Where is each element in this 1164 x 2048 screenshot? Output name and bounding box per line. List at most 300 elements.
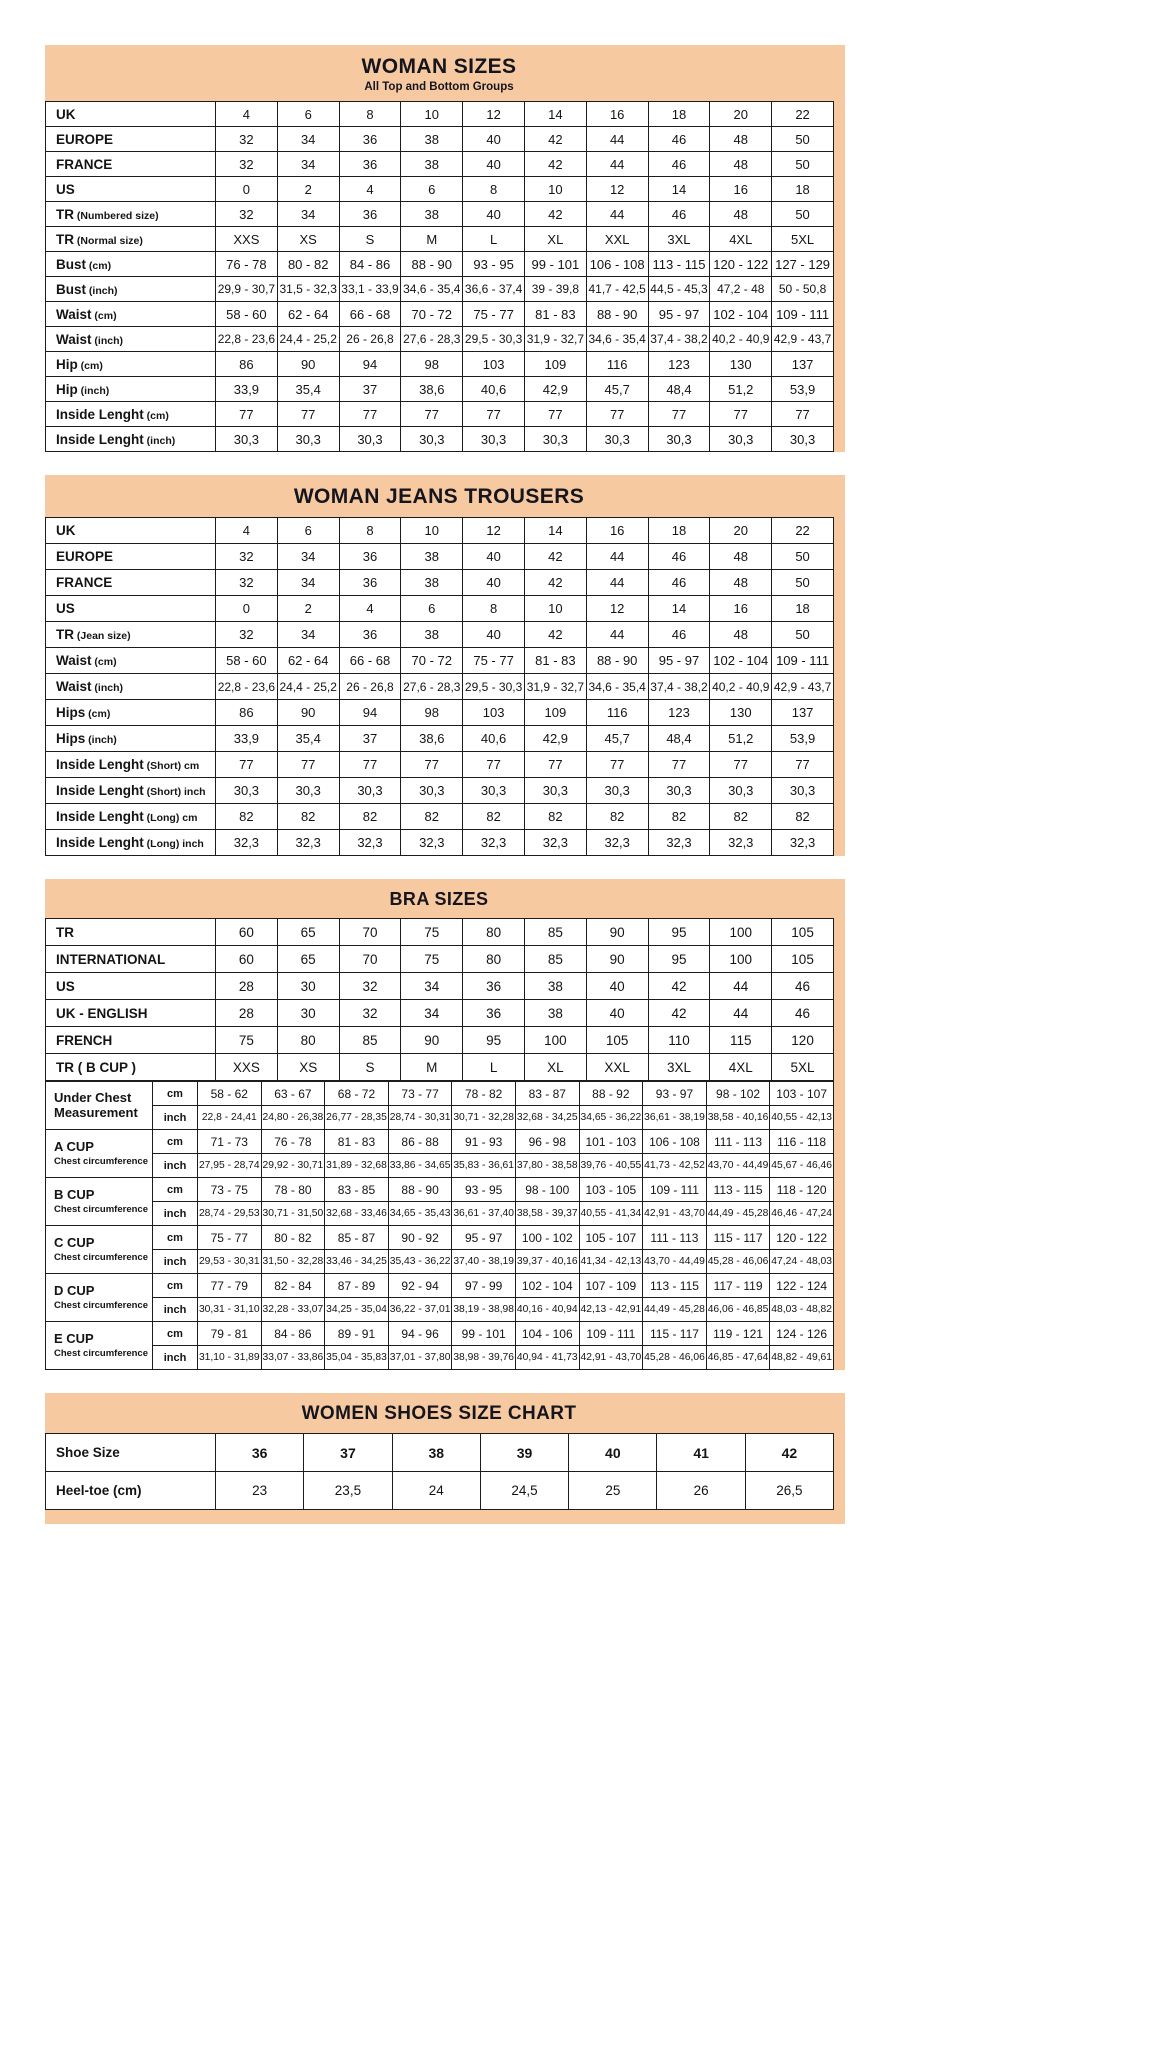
row-label: [46, 1027, 216, 1054]
value-cell: 22,8 - 23,6: [216, 674, 278, 700]
row-label-text: FRANCE: [56, 575, 113, 590]
row-label-text: Bust: [56, 281, 86, 297]
table-row: [46, 518, 834, 544]
unit-label: inch: [153, 1154, 198, 1178]
value-cell: 109: [524, 700, 586, 726]
value-cell: 30,3: [216, 427, 278, 452]
value-cell: 78 - 80: [261, 1178, 325, 1202]
value-cell: 95: [463, 1027, 525, 1054]
row-label-detail: (cm): [86, 259, 112, 272]
value-cell: 32,3: [401, 830, 463, 856]
value-cell: 12: [463, 102, 525, 127]
value-cell: L: [463, 1054, 525, 1081]
value-cell: 86: [216, 700, 278, 726]
value-cell: 86: [216, 352, 278, 377]
value-cell: 116: [586, 700, 648, 726]
value-cell: 38: [401, 622, 463, 648]
value-cell: 116: [586, 352, 648, 377]
value-cell: 37,4 - 38,2: [648, 674, 710, 700]
value-cell: 65: [277, 919, 339, 946]
value-cell: 84 - 86: [261, 1322, 325, 1346]
value-cell: 44: [586, 152, 648, 177]
unit-label: cm: [153, 1226, 198, 1250]
row-label-text: FRENCH: [56, 1032, 113, 1048]
value-cell: 76 - 78: [216, 252, 278, 277]
value-cell: 45,7: [586, 377, 648, 402]
value-cell: 116 - 118: [770, 1130, 834, 1154]
value-cell: 40: [463, 127, 525, 152]
value-cell: 34,6 - 35,4: [586, 327, 648, 352]
value-cell: 39: [480, 1434, 568, 1472]
value-cell: 32,3: [772, 830, 834, 856]
value-cell: 0: [216, 177, 278, 202]
value-cell: 31,9 - 32,7: [524, 674, 586, 700]
value-cell: 100: [710, 919, 772, 946]
shoes-header: [45, 1393, 833, 1433]
value-cell: 48: [710, 127, 772, 152]
value-cell: 33,86 - 34,65: [388, 1154, 452, 1178]
value-cell: 80 - 82: [277, 252, 339, 277]
value-cell: 103 - 105: [579, 1178, 643, 1202]
value-cell: 100 - 102: [515, 1226, 579, 1250]
value-cell: 31,5 - 32,3: [277, 277, 339, 302]
value-cell: 8: [463, 596, 525, 622]
value-cell: 29,5 - 30,3: [463, 327, 525, 352]
value-cell: 44: [586, 127, 648, 152]
value-cell: 38,6: [401, 377, 463, 402]
value-cell: 63 - 67: [261, 1082, 325, 1106]
row-label-text: FRANCE: [56, 156, 113, 172]
row-label-text: Hips: [56, 705, 86, 720]
table-row: [46, 427, 834, 452]
value-cell: M: [401, 227, 463, 252]
value-cell: 30: [277, 1000, 339, 1027]
value-cell: 100: [524, 1027, 586, 1054]
value-cell: 32,3: [586, 830, 648, 856]
value-cell: 40,55 - 41,34: [579, 1202, 643, 1226]
row-label-detail: (cm): [85, 708, 111, 720]
value-cell: 30,3: [772, 778, 834, 804]
row-label: [46, 402, 216, 427]
value-cell: 35,4: [277, 726, 339, 752]
value-cell: 4: [339, 596, 401, 622]
table-row: [46, 1130, 834, 1154]
row-label-text: UK: [56, 523, 76, 538]
value-cell: 34: [277, 202, 339, 227]
value-cell: 50: [772, 622, 834, 648]
value-cell: 94: [339, 352, 401, 377]
value-cell: 137: [772, 352, 834, 377]
value-cell: 82: [772, 804, 834, 830]
value-cell: 44: [710, 1000, 772, 1027]
row-label-text: Inside Lenght: [56, 835, 144, 850]
value-cell: 22,8 - 23,6: [216, 327, 278, 352]
value-cell: 37: [339, 726, 401, 752]
value-cell: 36,61 - 37,40: [452, 1202, 516, 1226]
value-cell: 33,9: [216, 726, 278, 752]
value-cell: 103: [463, 352, 525, 377]
value-cell: 38,58 - 39,37: [515, 1202, 579, 1226]
value-cell: 75: [216, 1027, 278, 1054]
value-cell: 38: [524, 973, 586, 1000]
value-cell: 27,6 - 28,3: [401, 674, 463, 700]
value-cell: 27,95 - 28,74: [198, 1154, 262, 1178]
value-cell: 119 - 121: [706, 1322, 770, 1346]
value-cell: 94 - 96: [388, 1322, 452, 1346]
value-cell: 77: [524, 752, 586, 778]
value-cell: 93 - 97: [643, 1082, 707, 1106]
value-cell: 37,01 - 37,80: [388, 1346, 452, 1370]
value-cell: 48: [710, 570, 772, 596]
value-cell: 51,2: [710, 377, 772, 402]
value-cell: 36,6 - 37,4: [463, 277, 525, 302]
value-cell: 42,9: [524, 726, 586, 752]
value-cell: 53,9: [772, 377, 834, 402]
value-cell: 37: [304, 1434, 392, 1472]
value-cell: 32: [216, 622, 278, 648]
row-label-detail: (Jean size): [74, 630, 131, 642]
value-cell: 70 - 72: [401, 302, 463, 327]
table-row: [46, 1000, 834, 1027]
value-cell: 105 - 107: [579, 1226, 643, 1250]
value-cell: 34: [401, 1000, 463, 1027]
value-cell: XXS: [216, 1054, 278, 1081]
value-cell: 77: [710, 402, 772, 427]
value-cell: XL: [524, 227, 586, 252]
row-label: [46, 177, 216, 202]
value-cell: 32,68 - 34,25: [515, 1106, 579, 1130]
value-cell: 83 - 87: [515, 1082, 579, 1106]
value-cell: 6: [277, 102, 339, 127]
value-cell: 34: [277, 570, 339, 596]
value-cell: 24,4 - 25,2: [277, 674, 339, 700]
table-row: [46, 352, 834, 377]
value-cell: 95: [648, 919, 710, 946]
value-cell: 24: [392, 1472, 480, 1510]
value-cell: 130: [710, 352, 772, 377]
value-cell: 86 - 88: [388, 1130, 452, 1154]
row-label: [46, 352, 216, 377]
value-cell: 42: [524, 544, 586, 570]
value-cell: 104 - 106: [515, 1322, 579, 1346]
cup-sublabel: Chest circumference: [54, 1251, 148, 1263]
value-cell: 18: [772, 177, 834, 202]
value-cell: 30,3: [463, 427, 525, 452]
shoes-title: WOMEN SHOES SIZE CHART: [301, 1403, 577, 1424]
value-cell: 26: [657, 1472, 745, 1510]
value-cell: 103: [463, 700, 525, 726]
table-row: [46, 177, 834, 202]
row-label-text: TR: [56, 231, 74, 247]
value-cell: 97 - 99: [452, 1274, 516, 1298]
table-row: [46, 648, 834, 674]
value-cell: 88 - 90: [586, 302, 648, 327]
value-cell: 106 - 108: [643, 1130, 707, 1154]
value-cell: 34: [277, 152, 339, 177]
value-cell: 30,3: [216, 778, 278, 804]
cup-name: B CUP: [54, 1187, 95, 1203]
value-cell: 122 - 124: [770, 1274, 834, 1298]
value-cell: 46,85 - 47,64: [706, 1346, 770, 1370]
row-label: [46, 946, 216, 973]
value-cell: 27,6 - 28,3: [401, 327, 463, 352]
value-cell: 32: [216, 570, 278, 596]
value-cell: 83 - 85: [325, 1178, 389, 1202]
value-cell: 98: [401, 352, 463, 377]
row-label: [46, 752, 216, 778]
value-cell: 46: [648, 202, 710, 227]
row-label-text: EUROPE: [56, 131, 114, 147]
value-cell: 48: [710, 152, 772, 177]
value-cell: 37,80 - 38,58: [515, 1154, 579, 1178]
value-cell: 40,16 - 40,94: [515, 1298, 579, 1322]
value-cell: 88 - 90: [388, 1178, 452, 1202]
value-cell: 101 - 103: [579, 1130, 643, 1154]
row-label-text: Inside Lenght: [56, 406, 144, 422]
value-cell: 120 - 122: [710, 252, 772, 277]
table-row: [46, 1322, 834, 1346]
value-cell: 98 - 100: [515, 1178, 579, 1202]
row-label: [46, 252, 216, 277]
value-cell: 28,74 - 29,53: [198, 1202, 262, 1226]
value-cell: 70 - 72: [401, 648, 463, 674]
value-cell: 26,5: [745, 1472, 833, 1510]
value-cell: 58 - 62: [198, 1082, 262, 1106]
value-cell: 79 - 81: [198, 1322, 262, 1346]
row-label-detail: (Numbered size): [74, 209, 159, 222]
value-cell: 36,22 - 37,01: [388, 1298, 452, 1322]
value-cell: 77: [339, 402, 401, 427]
row-label-detail: (inch): [77, 384, 110, 397]
value-cell: 46: [772, 1000, 834, 1027]
value-cell: 124 - 126: [770, 1322, 834, 1346]
row-label: [46, 622, 216, 648]
value-cell: 95 - 97: [452, 1226, 516, 1250]
value-cell: 77: [277, 752, 339, 778]
value-cell: 77: [586, 752, 648, 778]
table-row: [46, 973, 834, 1000]
value-cell: 48: [710, 544, 772, 570]
value-cell: 105: [586, 1027, 648, 1054]
row-label: [46, 973, 216, 1000]
value-cell: 80: [277, 1027, 339, 1054]
value-cell: 127 - 129: [772, 252, 834, 277]
table-row: [46, 1434, 834, 1472]
value-cell: 43,70 - 44,49: [706, 1154, 770, 1178]
value-cell: 30,3: [710, 427, 772, 452]
value-cell: 37: [339, 377, 401, 402]
row-label: [46, 726, 216, 752]
value-cell: 77: [401, 752, 463, 778]
value-cell: 46: [648, 127, 710, 152]
value-cell: 32,28 - 33,07: [261, 1298, 325, 1322]
table-row: [46, 1346, 834, 1370]
value-cell: 111 - 113: [643, 1226, 707, 1250]
value-cell: 16: [710, 596, 772, 622]
value-cell: 68 - 72: [325, 1082, 389, 1106]
unit-label: inch: [153, 1346, 198, 1370]
value-cell: 109: [524, 352, 586, 377]
value-cell: 40,6: [463, 377, 525, 402]
value-cell: 30,3: [772, 427, 834, 452]
table-row: [46, 1274, 834, 1298]
value-cell: 32: [339, 1000, 401, 1027]
value-cell: 46: [648, 622, 710, 648]
value-cell: 77 - 79: [198, 1274, 262, 1298]
value-cell: 48,82 - 49,61: [770, 1346, 834, 1370]
table-row: [46, 1298, 834, 1322]
value-cell: 46: [648, 152, 710, 177]
table-row: [46, 570, 834, 596]
value-cell: 10: [401, 518, 463, 544]
row-label: [46, 518, 216, 544]
value-cell: 77: [710, 752, 772, 778]
value-cell: 28,74 - 30,31: [388, 1106, 452, 1130]
value-cell: 40: [586, 1000, 648, 1027]
value-cell: 31,10 - 31,89: [198, 1346, 262, 1370]
value-cell: 16: [586, 518, 648, 544]
value-cell: 130: [710, 700, 772, 726]
value-cell: 18: [648, 518, 710, 544]
value-cell: 30,3: [648, 778, 710, 804]
value-cell: 8: [339, 518, 401, 544]
value-cell: 78 - 82: [452, 1082, 516, 1106]
value-cell: 4XL: [710, 227, 772, 252]
row-label-text: US: [56, 978, 75, 994]
value-cell: 34,6 - 35,4: [401, 277, 463, 302]
cup-sublabel: Chest circumference: [54, 1203, 148, 1215]
value-cell: 4: [216, 102, 278, 127]
value-cell: 82: [216, 804, 278, 830]
value-cell: 34,6 - 35,4: [586, 674, 648, 700]
value-cell: 32: [216, 202, 278, 227]
value-cell: 34,65 - 36,22: [579, 1106, 643, 1130]
value-cell: 38: [401, 127, 463, 152]
row-label-text: Shoe Size: [56, 1445, 120, 1460]
value-cell: 30,3: [401, 427, 463, 452]
value-cell: 40,2 - 40,9: [710, 674, 772, 700]
value-cell: 58 - 60: [216, 302, 278, 327]
value-cell: 30,3: [586, 427, 648, 452]
value-cell: 39,76 - 40,55: [579, 1154, 643, 1178]
value-cell: 66 - 68: [339, 648, 401, 674]
value-cell: 34: [277, 622, 339, 648]
value-cell: 30,3: [339, 778, 401, 804]
value-cell: 46: [648, 544, 710, 570]
value-cell: 30,3: [586, 778, 648, 804]
woman-sizes-table: [45, 45, 845, 452]
value-cell: 32: [216, 127, 278, 152]
value-cell: 80: [463, 946, 525, 973]
value-cell: 82: [339, 804, 401, 830]
row-label-detail: (inch): [91, 682, 124, 694]
value-cell: 42,13 - 42,91: [579, 1298, 643, 1322]
value-cell: 82: [463, 804, 525, 830]
value-cell: 30,3: [524, 427, 586, 452]
value-cell: 77: [216, 402, 278, 427]
table-row: [46, 377, 834, 402]
value-cell: 38: [401, 152, 463, 177]
value-cell: 35,83 - 36,61: [452, 1154, 516, 1178]
value-cell: 14: [648, 596, 710, 622]
table-row: [46, 302, 834, 327]
value-cell: 10: [524, 177, 586, 202]
cup-name: Under Chest Measurement: [54, 1089, 138, 1120]
value-cell: 6: [277, 518, 339, 544]
table-row: [46, 327, 834, 352]
table-row: [46, 700, 834, 726]
row-label: [46, 648, 216, 674]
value-cell: 30: [277, 973, 339, 1000]
cup-sublabel: Chest circumference: [54, 1347, 148, 1359]
value-cell: 42,91 - 43,70: [643, 1202, 707, 1226]
value-cell: L: [463, 227, 525, 252]
value-cell: 18: [772, 596, 834, 622]
value-cell: 37,4 - 38,2: [648, 327, 710, 352]
value-cell: 39 - 39,8: [524, 277, 586, 302]
value-cell: 45,67 - 46,46: [770, 1154, 834, 1178]
table-row: [46, 1178, 834, 1202]
value-cell: 38: [524, 1000, 586, 1027]
value-cell: 30,3: [463, 778, 525, 804]
value-cell: 111 - 113: [706, 1130, 770, 1154]
value-cell: S: [339, 227, 401, 252]
cup-name: D CUP: [54, 1283, 95, 1299]
row-label: [46, 377, 216, 402]
row-label: [46, 1472, 216, 1510]
value-cell: 40: [463, 544, 525, 570]
table-row: [46, 1106, 834, 1130]
value-cell: 75: [401, 946, 463, 973]
value-cell: M: [401, 1054, 463, 1081]
value-cell: 34,25 - 35,04: [325, 1298, 389, 1322]
row-label-text: Inside Lenght: [56, 431, 144, 447]
row-label-detail: (inch): [85, 734, 117, 746]
row-label-detail: (inch): [143, 434, 176, 447]
value-cell: 82: [401, 804, 463, 830]
row-label-text: Waist: [56, 306, 92, 322]
value-cell: 50: [772, 202, 834, 227]
value-cell: 40,2 - 40,9: [710, 327, 772, 352]
cup-name: A CUP: [54, 1139, 94, 1155]
value-cell: 88 - 92: [579, 1082, 643, 1106]
value-cell: 38: [392, 1434, 480, 1472]
value-cell: 102 - 104: [710, 648, 772, 674]
value-cell: 6: [401, 596, 463, 622]
value-cell: 80 - 82: [261, 1226, 325, 1250]
cup-name: E CUP: [54, 1331, 94, 1347]
value-cell: 38,98 - 39,76: [452, 1346, 516, 1370]
value-cell: 30,3: [401, 778, 463, 804]
value-cell: 77: [463, 752, 525, 778]
value-cell: 28: [216, 973, 278, 1000]
row-label: [46, 227, 216, 252]
row-label: [46, 700, 216, 726]
value-cell: 22: [772, 518, 834, 544]
row-label: [46, 152, 216, 177]
bra-sizes-grid: [45, 918, 834, 1081]
value-cell: 82: [524, 804, 586, 830]
row-label-text: Hip: [56, 381, 78, 397]
value-cell: 70: [339, 946, 401, 973]
value-cell: 82 - 84: [261, 1274, 325, 1298]
value-cell: 42,9: [524, 377, 586, 402]
row-label-text: US: [56, 181, 75, 197]
value-cell: 32,68 - 33,46: [325, 1202, 389, 1226]
value-cell: 137: [772, 700, 834, 726]
table-row: [46, 830, 834, 856]
value-cell: 35,04 - 35,83: [325, 1346, 389, 1370]
